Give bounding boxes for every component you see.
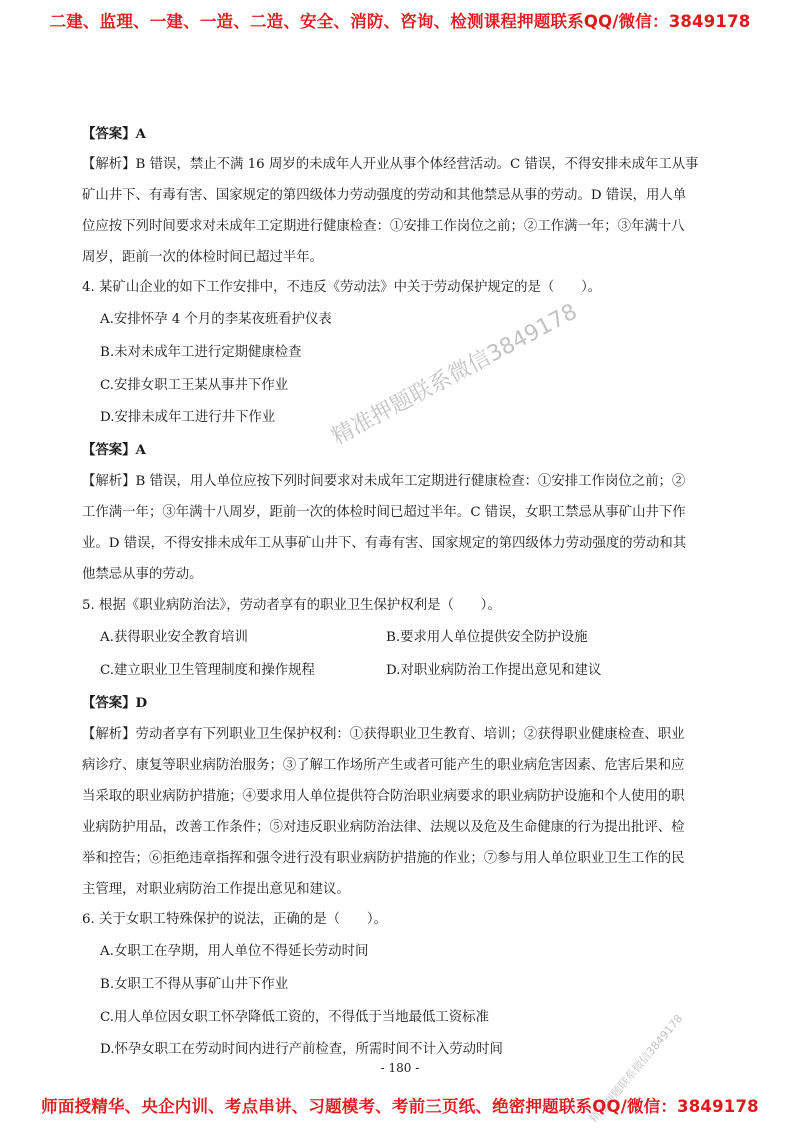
watermark-center: 精准押题联系微信3849178 <box>327 299 582 451</box>
q4-analysis-line: 业。D 错误，不得安排未成年工从事矿山井下、有毒有害、国家规定的第四级体力劳动强度的劳动和其 <box>82 536 687 551</box>
q5-analysis-line: 【解析】劳动者享有下列职业卫生保护权利：①获得职业卫生教育、培训；②获得职业健康检查、职业 <box>82 727 685 742</box>
q4-analysis-line: 【解析】B 错误，用人单位应按下列时间要求对未成年工定期进行健康检查：①安排工作岗位之前；② <box>82 474 686 489</box>
q5-option-d: D.对职业病防治工作提出意见和建议 <box>386 663 602 678</box>
q3-analysis-line: 周岁，距前一次的体检时间已超过半年。 <box>82 250 324 265</box>
q5-analysis-line: 当采取的职业病防护措施；④要求用人单位提供符合防治职业病要求的职业病防护设施和个人使用的职 <box>82 789 685 804</box>
q5-analysis-line: 业病防护用品，改善工作条件；⑤对违反职业病防治法律、法规以及危及生命健康的行为提出批评、检 <box>82 820 685 835</box>
q4-analysis-line: 他禁忌从事的劳动。 <box>82 567 203 582</box>
q4-option-d: D.安排未成年工进行井下作业 <box>100 410 276 425</box>
q6-option-a: A.女职工在孕期，用人单位不得延长劳动时间 <box>100 944 369 959</box>
q5-answer: 【答案】D <box>82 695 148 711</box>
q6-stem: 6. 关于女职工特殊保护的说法，正确的是（ ）。 <box>82 912 387 927</box>
q5-analysis-line: 主管理，对职业病防治工作提出意见和建议。 <box>82 882 350 897</box>
page-number: - 180 - <box>380 1061 420 1075</box>
footer-banner: 师面授精华、央企内训、考点串讲、习题模考、考前三页纸、绝密押题联系QQ/微信：3849178 <box>41 1097 759 1116</box>
q5-option-c: C.建立职业卫生管理制度和操作规程 <box>100 663 315 678</box>
q3-analysis-line: 位应按下列时间要求对未成年工定期进行健康检查：①安排工作岗位之前；②工作满一年；③年满十八 <box>82 219 685 234</box>
q6-option-b: B.女职工不得从事矿山井下作业 <box>100 977 289 992</box>
q4-stem: 4. 某矿山企业的如下工作安排中，不违反《劳动法》中关于劳动保护规定的是（ ）。 <box>82 280 602 295</box>
q5-option-a: A.获得职业安全教育培训 <box>100 630 248 645</box>
q5-analysis-line: 举和控告；⑥拒绝违章指挥和强令进行没有职业病防护措施的作业；⑦参与用人单位职业卫生工作的民 <box>82 851 685 866</box>
q3-answer: 【答案】A <box>82 126 146 142</box>
q5-analysis-line: 病诊疗、康复等职业病防治服务；③了解工作场所产生或者可能产生的职业病危害因素、危害后果和应 <box>82 758 685 773</box>
q6-option-d: D.怀孕女职工在劳动时间内进行产前检查，所需时间不计入劳动时间 <box>100 1042 503 1057</box>
q5-option-b: B.要求用人单位提供安全防护设施 <box>386 630 588 645</box>
q3-analysis-line: 矿山井下、有毒有害、国家规定的第四级体力劳动强度的劳动和其他禁忌从事的劳动。D 错误，用人单 <box>82 188 687 203</box>
q4-analysis-line: 工作满一年；③年满十八周岁，距前一次的体检时间已超过半年。C 错误，女职工禁忌从事矿山井下作 <box>82 505 686 520</box>
q3-analysis-line: 【解析】B 错误，禁止不满 16 周岁的未成年人开业从事个体经营活动。C 错误，不得安排未成年工从事 <box>82 157 699 172</box>
q4-option-a: A.安排怀孕 4 个月的李某夜班看护仪表 <box>100 312 332 327</box>
q4-answer: 【答案】A <box>82 442 146 458</box>
q5-stem: 5. 根据《职业病防治法》，劳动者享有的职业卫生保护权利是（ ）。 <box>82 598 501 613</box>
q4-option-b: B.未对未成年工进行定期健康检查 <box>100 345 302 360</box>
watermark-corner: 精准押题联系微信3849178 <box>587 1012 686 1126</box>
q4-option-c: C.安排女职工王某从事井下作业 <box>100 378 289 393</box>
q6-option-c: C.用人单位因女职工怀孕降低工资的，不得低于当地最低工资标准 <box>100 1010 489 1025</box>
header-banner: 二建、监理、一建、一造、二造、安全、消防、咨询、检测课程押题联系QQ/微信：3849178 <box>49 12 751 31</box>
